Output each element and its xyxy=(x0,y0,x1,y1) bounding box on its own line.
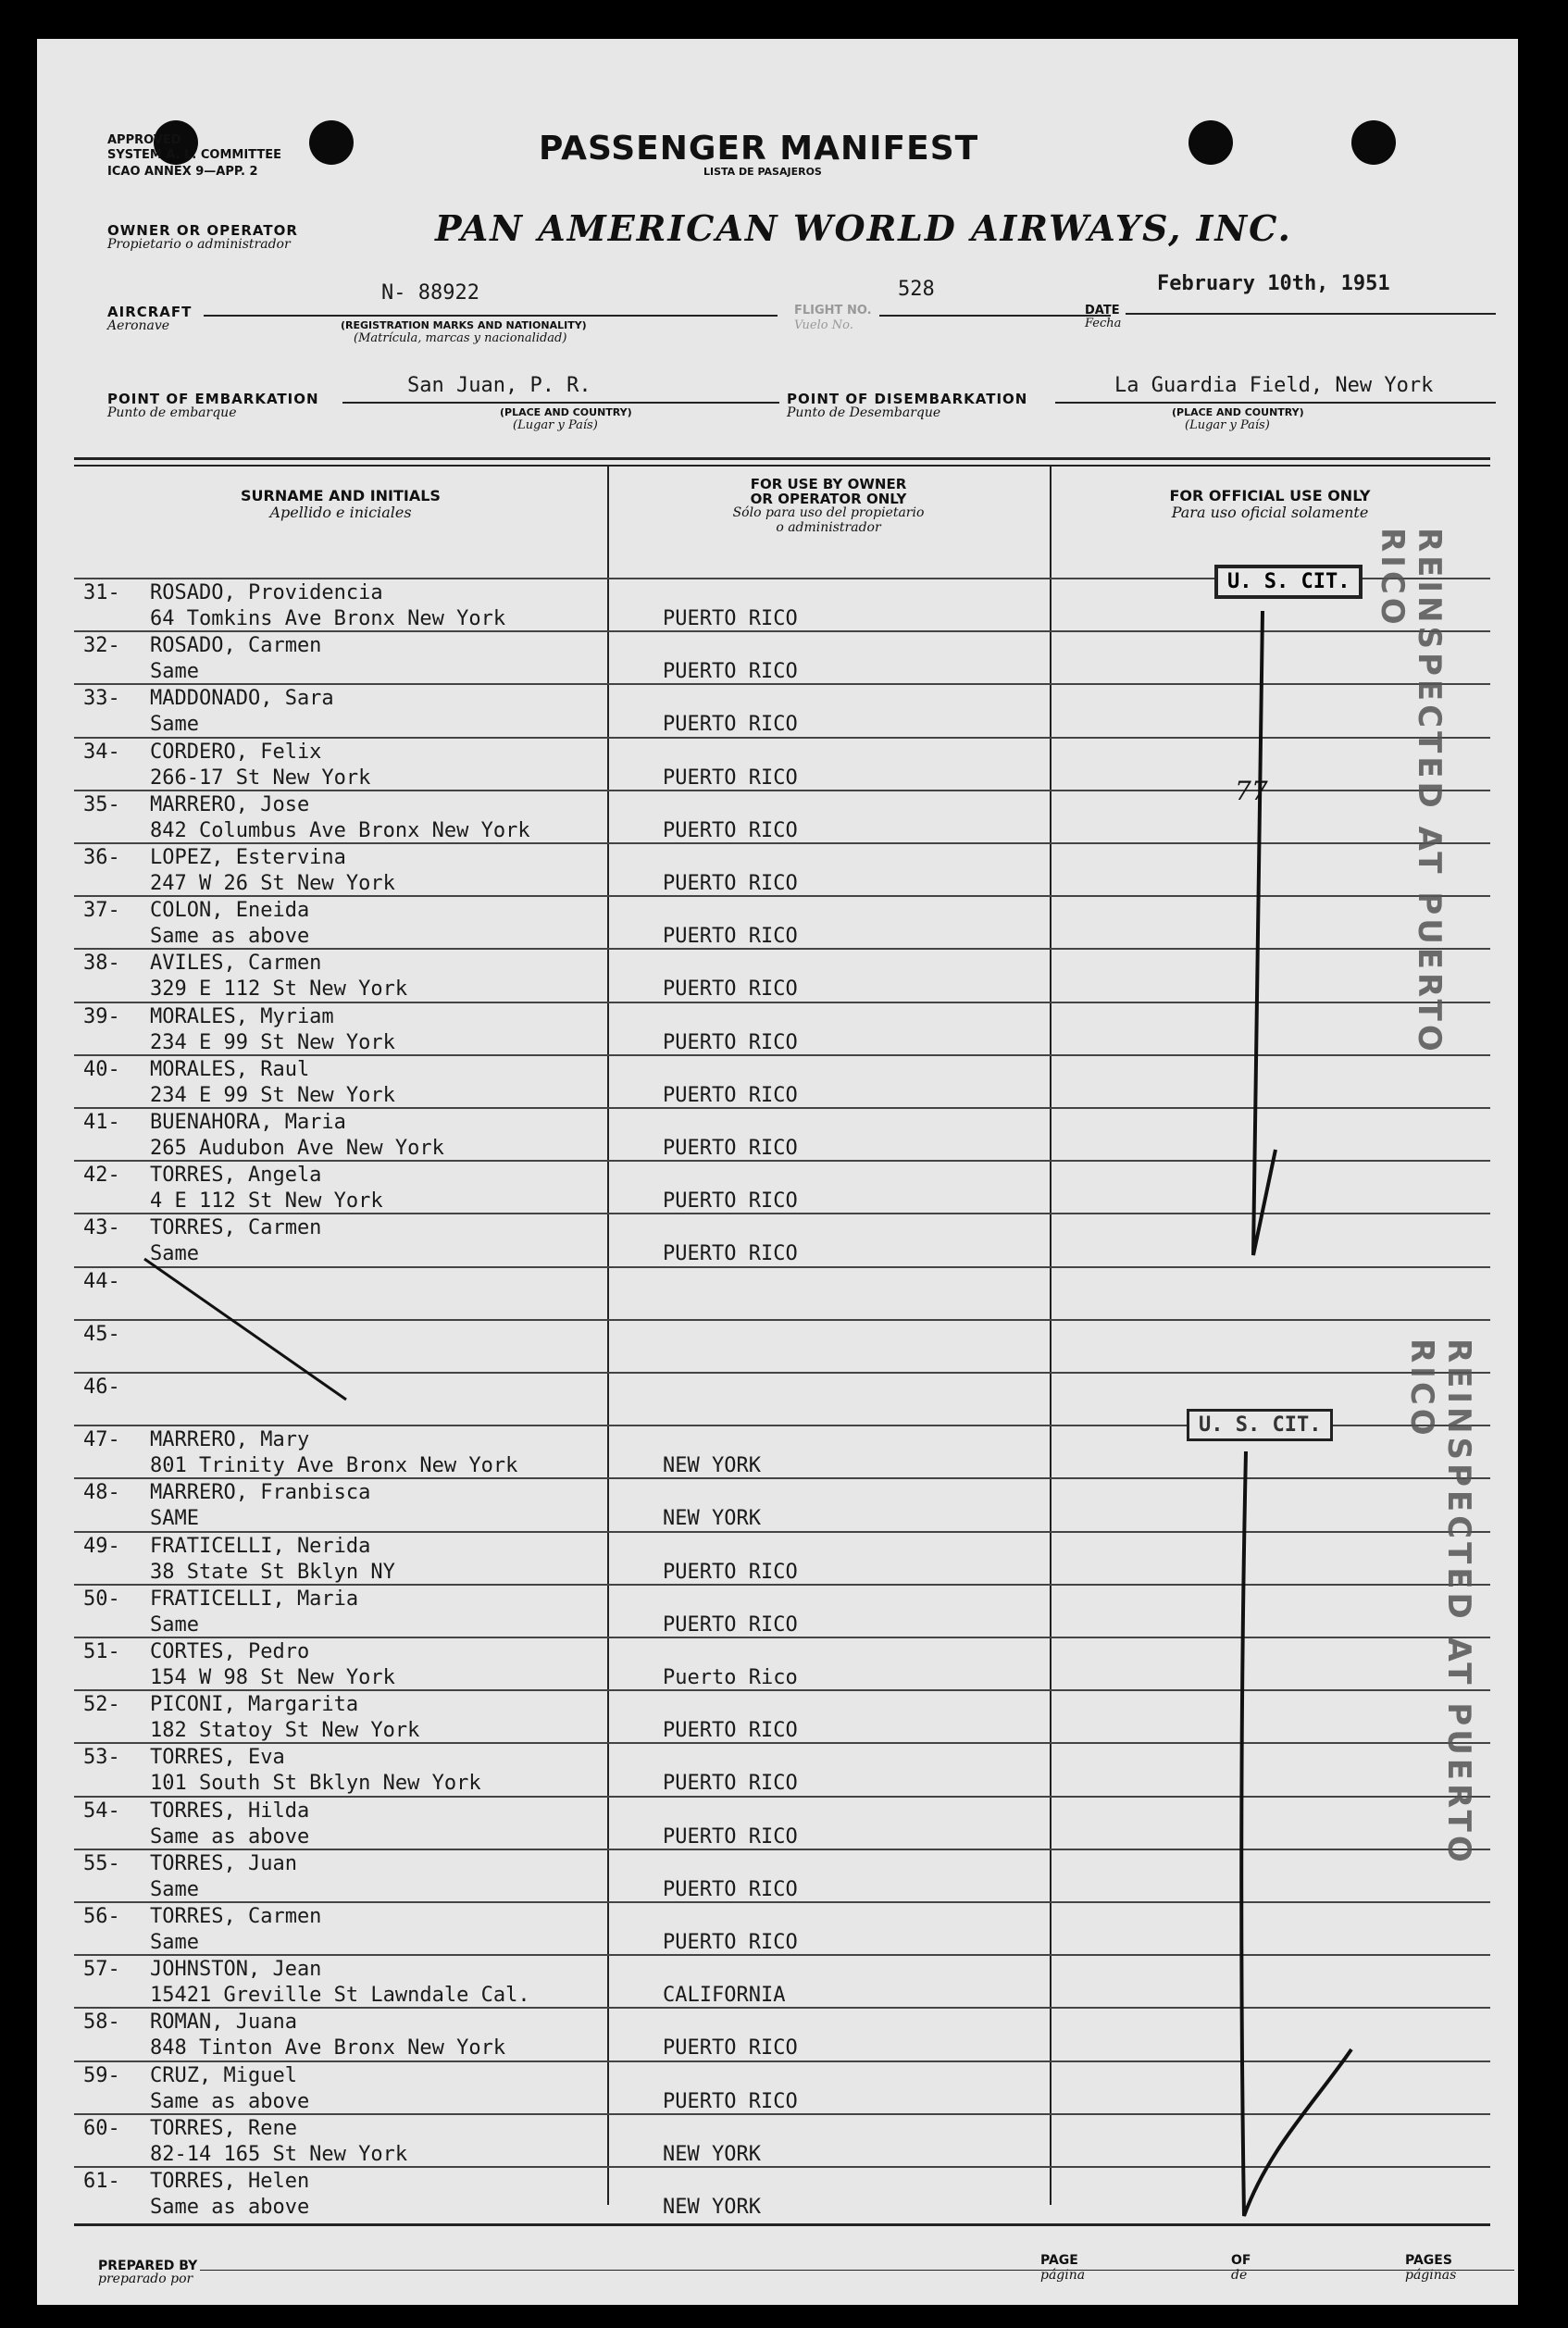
passenger-address: 265 Audubon Ave New York xyxy=(150,1137,444,1160)
passenger-number: 52- xyxy=(83,1693,120,1717)
passenger-name: FRATICELLI, Nerida xyxy=(150,1534,371,1558)
passenger-origin: NEW YORK xyxy=(663,1454,761,1478)
passenger-number: 47- xyxy=(83,1428,120,1452)
passenger-origin: PUERTO RICO xyxy=(663,818,798,842)
prepared-by-label-es: preparado por xyxy=(98,2272,193,2286)
row-divider xyxy=(74,842,1490,844)
row-divider xyxy=(74,2007,1490,2009)
passenger-origin: PUERTO RICO xyxy=(663,1719,798,1743)
passenger-number: 45- xyxy=(83,1322,120,1346)
flight-value: 528 xyxy=(898,278,935,301)
flight-label: FLIGHT NO. xyxy=(794,304,872,317)
passenger-address: Same xyxy=(150,660,199,684)
of-label: OF xyxy=(1231,2253,1251,2268)
passenger-origin: PUERTO RICO xyxy=(663,872,798,895)
passenger-origin: NEW YORK xyxy=(663,2196,761,2219)
punch-hole xyxy=(1188,120,1233,165)
passenger-number: 51- xyxy=(83,1640,120,1663)
passenger-name: ROMAN, Juana xyxy=(150,2011,297,2035)
passenger-name: ROSADO, Providencia xyxy=(150,581,383,604)
passenger-origin: PUERTO RICO xyxy=(663,1030,798,1054)
passenger-number: 35- xyxy=(83,792,120,816)
passenger-number: 32- xyxy=(83,634,120,658)
row-divider xyxy=(74,1531,1490,1533)
row-divider xyxy=(74,2166,1490,2168)
passenger-origin: PUERTO RICO xyxy=(663,977,798,1002)
row-divider xyxy=(74,2113,1490,2115)
passenger-address: 848 Tinton Ave Bronx New York xyxy=(150,2036,506,2060)
col-owner-header-2: OR OPERATOR ONLY xyxy=(750,491,907,507)
date-label: DATE xyxy=(1085,304,1120,317)
row-divider xyxy=(74,1054,1490,1056)
passenger-number: 61- xyxy=(83,2170,120,2193)
row-divider xyxy=(74,1160,1490,1162)
passenger-name: TORRES, Hilda xyxy=(150,1799,310,1823)
passenger-name: FRATICELLI, Maria xyxy=(150,1587,359,1611)
passenger-number: 37- xyxy=(83,899,120,923)
pages-label: PAGES xyxy=(1405,2253,1452,2268)
passenger-name: TORRES, Eva xyxy=(150,1746,285,1770)
row-divider xyxy=(74,2060,1490,2062)
col-surname-header-es: Apellido e iniciales xyxy=(269,504,412,521)
passenger-address: 234 E 99 St New York xyxy=(150,1030,395,1054)
aircraft-label: AIRCRAFT xyxy=(107,304,193,320)
owner-label-es: Propietario o administrador xyxy=(107,237,291,252)
passenger-origin: NEW YORK xyxy=(663,2142,761,2166)
passenger-name: TORRES, Helen xyxy=(150,2170,310,2193)
passenger-address: Same xyxy=(150,1931,199,1954)
passenger-number: 56- xyxy=(83,1905,120,1928)
of-label-es: de xyxy=(1231,2268,1248,2283)
passenger-name: CRUZ, Miguel xyxy=(150,2063,297,2087)
passenger-name: MARRERO, Jose xyxy=(150,792,310,816)
passenger-number: 31- xyxy=(83,581,120,604)
passenger-origin: PUERTO RICO xyxy=(663,1824,798,1849)
col-official-header-es: Para uso oficial solamente xyxy=(1171,504,1369,521)
passenger-address: Same as above xyxy=(150,2196,310,2219)
passenger-address: 182 Statoy St New York xyxy=(150,1719,420,1743)
passenger-address: Same xyxy=(150,1877,199,1901)
embark-place-caption: (PLACE AND COUNTRY) xyxy=(500,406,632,418)
passenger-number: 39- xyxy=(83,1004,120,1028)
page-title: PASSENGER MANIFEST xyxy=(539,130,979,168)
passenger-origin: Puerto Rico xyxy=(663,1666,798,1689)
row-divider xyxy=(74,1372,1490,1374)
title-spanish: LISTA DE PASAJEROS xyxy=(703,166,822,178)
passenger-number: 60- xyxy=(83,2116,120,2140)
col-surname-header: SURNAME AND INITIALS xyxy=(241,487,441,504)
disembark-label: POINT OF DISEMBARKATION xyxy=(787,391,1028,407)
passenger-address: 15421 Greville St Lawndale Cal. xyxy=(150,1984,530,2008)
row-divider xyxy=(74,1584,1490,1586)
passenger-number: 41- xyxy=(83,1111,120,1134)
passenger-name: TORRES, Carmen xyxy=(150,1905,322,1928)
manifest-page xyxy=(37,39,1518,2305)
passenger-address: 64 Tomkins Ave Bronx New York xyxy=(150,607,506,630)
passenger-number: 48- xyxy=(83,1481,120,1505)
passenger-number: 50- xyxy=(83,1587,120,1611)
owner-value: PAN AMERICAN WORLD AIRWAYS, INC. xyxy=(435,207,1292,249)
passenger-number: 36- xyxy=(83,846,120,869)
passenger-address: 329 E 112 St New York xyxy=(150,977,408,1002)
passenger-number: 53- xyxy=(83,1746,120,1770)
passenger-number: 33- xyxy=(83,687,120,711)
row-divider xyxy=(74,1477,1490,1479)
passenger-origin: PUERTO RICO xyxy=(663,1137,798,1160)
punch-hole xyxy=(309,120,354,165)
us-citizen-stamp: U. S. CIT. xyxy=(1187,1409,1333,1441)
owner-label: OWNER OR OPERATOR xyxy=(107,222,298,239)
passenger-number: 54- xyxy=(83,1799,120,1823)
passenger-name: MORALES, Myriam xyxy=(150,1004,334,1028)
embark-value: San Juan, P. R. xyxy=(407,374,591,397)
disembark-place-caption-es: (Lugar y País) xyxy=(1185,418,1270,432)
passenger-name: ROSADO, Carmen xyxy=(150,634,322,658)
passenger-name: TORRES, Carmen xyxy=(150,1216,322,1240)
row-divider xyxy=(74,1266,1490,1268)
passenger-name: LOPEZ, Estervina xyxy=(150,846,346,869)
row-divider xyxy=(74,1742,1490,1744)
row-divider xyxy=(74,683,1490,685)
passenger-number: 42- xyxy=(83,1164,120,1188)
punch-hole xyxy=(1351,120,1396,165)
passenger-origin: PUERTO RICO xyxy=(663,607,798,630)
aircraft-label-es: Aeronave xyxy=(107,318,170,333)
passenger-origin: PUERTO RICO xyxy=(663,1242,798,1266)
passenger-address: 38 State St Bklyn NY xyxy=(150,1560,395,1584)
passenger-number: 46- xyxy=(83,1376,120,1399)
passenger-address: 101 South St Bklyn New York xyxy=(150,1772,481,1796)
passenger-address: 266-17 St New York xyxy=(150,766,371,790)
passenger-address: 801 Trinity Ave Bronx New York xyxy=(150,1454,518,1478)
passenger-name: CORDERO, Felix xyxy=(150,740,322,764)
embark-label: POINT OF EMBARKATION xyxy=(107,391,319,407)
passenger-address: Same xyxy=(150,1612,199,1637)
passenger-number: 58- xyxy=(83,2011,120,2035)
passenger-address: Same as above xyxy=(150,1824,310,1849)
passenger-name: JOHNSTON, Jean xyxy=(150,1958,322,1982)
row-divider xyxy=(74,1689,1490,1691)
reinspected-stamp: REINSPECTED AT PUERTO RICO xyxy=(1403,1338,1477,1866)
passenger-origin: CALIFORNIA xyxy=(663,1984,786,2008)
col-owner-header-es-2: o administrador xyxy=(776,520,881,535)
row-divider xyxy=(74,1901,1490,1903)
passenger-name: MADDONADO, Sara xyxy=(150,687,334,711)
passenger-origin: PUERTO RICO xyxy=(663,660,798,684)
row-divider xyxy=(74,1213,1490,1214)
passenger-address: Same xyxy=(150,1242,199,1266)
approval-line-2: SYSTEM A. L. COMMITTEE xyxy=(107,148,281,162)
passenger-number: 55- xyxy=(83,1851,120,1875)
passenger-origin: PUERTO RICO xyxy=(663,766,798,790)
passenger-address: 82-14 165 St New York xyxy=(150,2142,408,2166)
disembark-label-es: Punto de Desembarque xyxy=(787,405,941,420)
col-official-header: FOR OFFICIAL USE ONLY xyxy=(1169,487,1371,504)
passenger-address: Same as above xyxy=(150,2089,310,2113)
row-divider xyxy=(74,737,1490,739)
row-divider xyxy=(74,948,1490,950)
passenger-number: 38- xyxy=(83,952,120,976)
passenger-name: TORRES, Angela xyxy=(150,1164,322,1188)
pages-label-es: páginas xyxy=(1405,2268,1457,2283)
registration-value: N- 88922 xyxy=(381,281,479,305)
date-label-es: Fecha xyxy=(1085,317,1122,330)
row-divider xyxy=(74,1319,1490,1321)
registration-caption: (REGISTRATION MARKS AND NATIONALITY) xyxy=(341,319,587,331)
passenger-name: PICONI, Margarita xyxy=(150,1693,359,1717)
row-divider xyxy=(74,1796,1490,1798)
passenger-name: MARRERO, Franbisca xyxy=(150,1481,371,1505)
passenger-address: SAME xyxy=(150,1507,199,1531)
passenger-number: 59- xyxy=(83,2063,120,2087)
passenger-number: 44- xyxy=(83,1269,120,1293)
passenger-origin: PUERTO RICO xyxy=(663,1083,798,1107)
handwritten-mark: 77 xyxy=(1235,776,1268,806)
disembark-value: La Guardia Field, New York xyxy=(1114,374,1434,397)
date-value: February 10th, 1951 xyxy=(1157,272,1390,295)
reinspected-stamp: REINSPECTED AT PUERTO RICO xyxy=(1374,528,1448,1055)
passenger-address: 4 E 112 St New York xyxy=(150,1189,383,1214)
row-divider xyxy=(74,630,1490,632)
passenger-name: BUENAHORA, Maria xyxy=(150,1111,346,1134)
prepared-by-label: PREPARED BY xyxy=(98,2259,198,2273)
col-owner-header-es-1: Sólo para uso del propietario xyxy=(732,505,925,520)
page-label: PAGE xyxy=(1040,2253,1078,2268)
passenger-number: 49- xyxy=(83,1534,120,1558)
passenger-name: AVILES, Carmen xyxy=(150,952,322,976)
passenger-name: CORTES, Pedro xyxy=(150,1640,310,1663)
passenger-name: COLON, Eneida xyxy=(150,899,310,923)
embark-label-es: Punto de embarque xyxy=(107,405,237,420)
passenger-name: TORRES, Juan xyxy=(150,1851,297,1875)
row-divider xyxy=(74,1637,1490,1638)
passenger-name: MORALES, Raul xyxy=(150,1057,310,1081)
passenger-address: Same xyxy=(150,713,199,737)
passenger-address: 234 E 99 St New York xyxy=(150,1083,395,1107)
col-owner-header-1: FOR USE BY OWNER xyxy=(750,476,907,492)
passenger-origin: PUERTO RICO xyxy=(663,1772,798,1796)
row-divider xyxy=(74,1107,1490,1109)
passenger-number: 34- xyxy=(83,740,120,764)
passenger-number: 40- xyxy=(83,1057,120,1081)
row-divider xyxy=(74,1849,1490,1850)
flight-label-es: Vuelo No. xyxy=(794,318,853,332)
passenger-name: MARRERO, Mary xyxy=(150,1428,310,1452)
embark-place-caption-es: (Lugar y País) xyxy=(513,418,598,432)
approval-line-1: APPROVED xyxy=(107,133,181,147)
passenger-origin: PUERTO RICO xyxy=(663,713,798,737)
passenger-origin: PUERTO RICO xyxy=(663,1931,798,1954)
passenger-name: TORRES, Rene xyxy=(150,2116,297,2140)
row-divider xyxy=(74,895,1490,897)
passenger-number: 43- xyxy=(83,1216,120,1240)
row-divider xyxy=(74,1002,1490,1003)
row-divider xyxy=(74,1954,1490,1956)
row-divider xyxy=(74,790,1490,791)
passenger-origin: PUERTO RICO xyxy=(663,925,798,949)
passenger-origin: PUERTO RICO xyxy=(663,1189,798,1214)
page-label-es: página xyxy=(1040,2268,1086,2283)
passenger-origin: NEW YORK xyxy=(663,1507,761,1531)
passenger-address: Same as above xyxy=(150,925,310,949)
passenger-origin: PUERTO RICO xyxy=(663,2089,798,2113)
passenger-origin: PUERTO RICO xyxy=(663,1612,798,1637)
approval-line-3: ICAO ANNEX 9—APP. 2 xyxy=(107,165,258,179)
passenger-origin: PUERTO RICO xyxy=(663,2036,798,2060)
passenger-origin: PUERTO RICO xyxy=(663,1560,798,1584)
us-citizen-stamp: U. S. CIT. xyxy=(1214,565,1363,599)
passenger-origin: PUERTO RICO xyxy=(663,1877,798,1901)
registration-caption-es: (Matrícula, marcas y nacionalidad) xyxy=(354,331,567,345)
passenger-address: 842 Columbus Ave Bronx New York xyxy=(150,818,530,842)
passenger-address: 154 W 98 St New York xyxy=(150,1666,395,1689)
passenger-number: 57- xyxy=(83,1958,120,1982)
disembark-place-caption: (PLACE AND COUNTRY) xyxy=(1172,406,1304,418)
passenger-address: 247 W 26 St New York xyxy=(150,872,395,895)
